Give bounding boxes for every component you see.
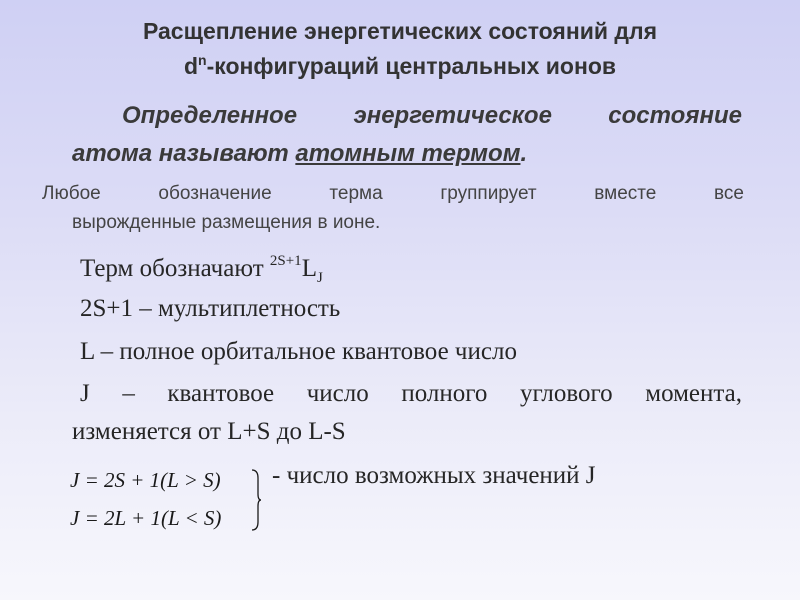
any-designation-line-2: вырожденные размещения в ионе. — [72, 212, 381, 233]
term-subscript: J — [316, 270, 323, 286]
definition-word: энергетическое — [353, 102, 552, 129]
j-word: число — [306, 380, 369, 407]
j-line-1 — [80, 380, 742, 408]
title-line-2 — [0, 52, 800, 80]
definition-word: состояние — [608, 102, 742, 129]
multiplicity-line: 2S+1 – мультиплетность — [80, 295, 341, 322]
term-notation — [80, 253, 323, 287]
term-prefix: Терм обозначают — [80, 255, 270, 282]
j-line-2: изменяется от L+S до L-S — [72, 418, 346, 445]
j-word: – — [122, 380, 135, 407]
title-superscript-n: n — [198, 52, 207, 68]
formula-j-case-1: J = 2S + 1(L > S) — [70, 468, 221, 492]
any-word: группирует — [440, 183, 537, 204]
title-line-2-rest: -конфигураций центральных ионов — [206, 53, 617, 79]
any-word: терма — [329, 183, 383, 204]
any-word: обозначение — [158, 183, 272, 204]
title-d: d — [183, 53, 199, 79]
j-word: углового — [519, 380, 613, 407]
j-word: J — [80, 380, 90, 407]
atomic-term-underlined: атомным термом — [295, 140, 521, 167]
any-word: вместе — [594, 183, 657, 204]
j-word: полного — [401, 380, 488, 407]
orbital-quantum-number-line: L – полное орбитальное квантовое число — [80, 338, 517, 365]
any-designation-line-1 — [42, 183, 744, 205]
j-word: момента, — [645, 380, 742, 407]
any-word: все — [714, 183, 744, 204]
formula-j-case-2: J = 2L + 1(L < S) — [70, 506, 222, 530]
right-brace-icon — [250, 468, 262, 532]
any-word: Любое — [42, 183, 101, 204]
term-letter: L — [301, 255, 317, 282]
definition-line-2 — [72, 140, 742, 168]
j-word: квантовое — [167, 380, 275, 407]
definition-word: Определенное — [122, 102, 298, 129]
definition-line-1 — [72, 102, 742, 130]
possible-values-count: - число возможных значений J — [272, 462, 596, 489]
title-line-1: Расщепление энергетических состояний для — [142, 18, 658, 44]
definition-line-2-prefix: атома называют — [72, 140, 296, 167]
definition-period: . — [520, 140, 528, 167]
term-superscript: 2S+1 — [269, 253, 302, 269]
